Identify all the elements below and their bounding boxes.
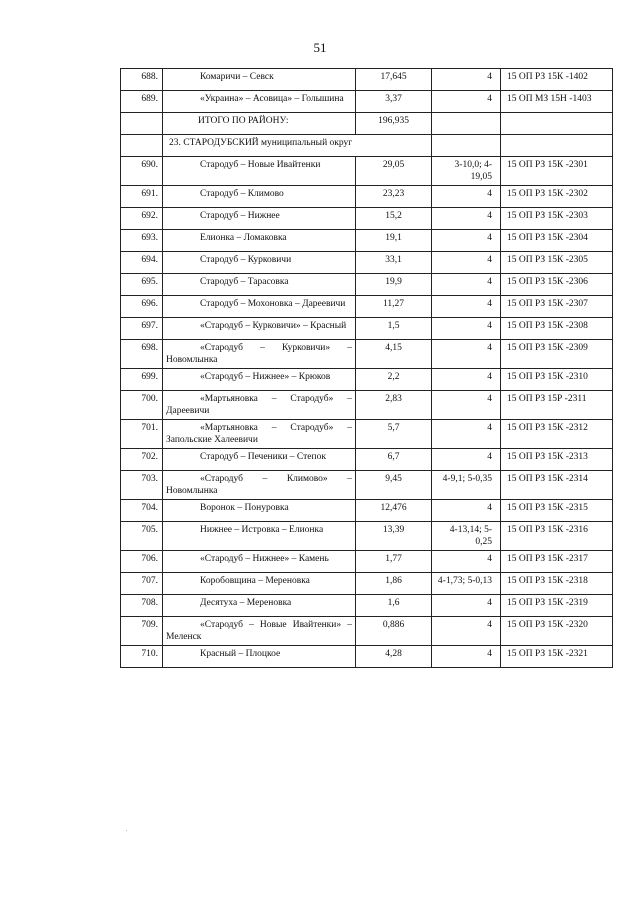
- cell-code: 15 ОП РЗ 15К -2305: [501, 252, 613, 274]
- cell-code: 15 ОП РЗ 15К -2304: [501, 230, 613, 252]
- cell-category: 4: [432, 369, 501, 391]
- cell-code: 15 ОП РЗ 15К -2321: [501, 646, 613, 668]
- road-name-text: «Стародуб – Нижнее» – Камень: [200, 554, 329, 564]
- cell-number: 704.: [121, 500, 163, 522]
- cell-category: 4: [432, 646, 501, 668]
- cell-category: [432, 135, 501, 157]
- table-row: [121, 296, 613, 318]
- cell-code: 15 ОП РЗ 15К -2303: [501, 208, 613, 230]
- table-row: [121, 500, 613, 522]
- cell-category: 4: [432, 500, 501, 522]
- cell-number: 697.: [121, 318, 163, 340]
- table-row: [121, 340, 613, 369]
- cell-number: 710.: [121, 646, 163, 668]
- cell-category: 4: [432, 230, 501, 252]
- cell-code: 15 ОП РЗ 15К -2320: [501, 617, 613, 646]
- table-row: [121, 471, 613, 500]
- cell-length: 23,23: [356, 186, 432, 208]
- road-name-text: Нижнее – Истровка – Елионка: [200, 525, 324, 535]
- cell-category: 4: [432, 617, 501, 646]
- cell-road-name: [163, 318, 356, 340]
- table-row: [121, 157, 613, 186]
- cell-road-name: [163, 573, 356, 595]
- cell-road-name: [163, 500, 356, 522]
- table-row: [121, 449, 613, 471]
- cell-code: 15 ОП РЗ 15К -2310: [501, 369, 613, 391]
- road-name-text: Стародуб – Новые Ивайтенки: [200, 160, 321, 170]
- cell-number: 695.: [121, 274, 163, 296]
- table-row: [121, 391, 613, 420]
- cell-length: 29,05: [356, 157, 432, 186]
- cell-code: 15 ОП МЗ 15Н -1403: [501, 91, 613, 113]
- cell-length: 0,886: [356, 617, 432, 646]
- table-row: [121, 208, 613, 230]
- road-name-text: Красный – Плоцкое: [200, 649, 281, 659]
- cell-road-name: [163, 551, 356, 573]
- cell-length: 3,37: [356, 91, 432, 113]
- cell-category: 4-9,1; 5-0,35: [432, 471, 501, 500]
- table-row: [121, 369, 613, 391]
- table-row: [121, 91, 613, 113]
- table-row: [121, 617, 613, 646]
- cell-number: 688.: [121, 69, 163, 91]
- cell-road-name: [163, 296, 356, 318]
- cell-road-name: [163, 369, 356, 391]
- cell-length: 1,6: [356, 595, 432, 617]
- cell-length: 2,83: [356, 391, 432, 420]
- cell-category: 4: [432, 296, 501, 318]
- cell-category: 4: [432, 340, 501, 369]
- road-name-text: «Стародуб – Климово» – Новомлынка: [166, 474, 352, 496]
- table-row: [121, 551, 613, 573]
- cell-road-name: [163, 471, 356, 500]
- cell-road-name: [163, 252, 356, 274]
- cell-code: 15 ОП РЗ 15К -2306: [501, 274, 613, 296]
- cell-road-name: [163, 186, 356, 208]
- cell-code: 15 ОП РЗ 15К -2309: [501, 340, 613, 369]
- cell-number: 699.: [121, 369, 163, 391]
- table-row: [121, 135, 613, 157]
- cell-road-name: [163, 91, 356, 113]
- table-row: [121, 69, 613, 91]
- road-name-text: Коробовщина – Мереновка: [200, 576, 310, 586]
- cell-length: 1,5: [356, 318, 432, 340]
- cell-length: 9,45: [356, 471, 432, 500]
- cell-road-name: [163, 449, 356, 471]
- cell-number: 694.: [121, 252, 163, 274]
- table-row: [121, 113, 613, 135]
- cell-number: 691.: [121, 186, 163, 208]
- cell-road-name: [163, 230, 356, 252]
- cell-category: 4: [432, 186, 501, 208]
- cell-category: 4: [432, 252, 501, 274]
- road-name-text: «Стародуб – Курковичи» – Новомлынка: [166, 343, 352, 365]
- cell-number: 689.: [121, 91, 163, 113]
- cell-number: 705.: [121, 522, 163, 551]
- cell-code: 15 ОП РЗ 15К -2312: [501, 420, 613, 449]
- cell-code: 15 ОП РЗ 15К -2313: [501, 449, 613, 471]
- cell-code: 15 ОП РЗ 15К -2318: [501, 573, 613, 595]
- cell-category: 4: [432, 551, 501, 573]
- cell-number: 696.: [121, 296, 163, 318]
- table-row: [121, 522, 613, 551]
- cell-road-name: [163, 391, 356, 420]
- road-name-text: Стародуб – Климово: [200, 189, 284, 199]
- cell-length: 19,9: [356, 274, 432, 296]
- cell-number: 701.: [121, 420, 163, 449]
- road-name-text: Стародуб – Нижнее: [200, 211, 280, 221]
- cell-length: 6,7: [356, 449, 432, 471]
- cell-number: [121, 113, 163, 135]
- road-name-text: Стародуб – Курковичи: [200, 255, 292, 265]
- table-row: [121, 318, 613, 340]
- road-name-text: Стародуб – Тарасовка: [200, 277, 289, 287]
- section-title: [163, 135, 432, 157]
- cell-road-name: [163, 208, 356, 230]
- cell-road-name: [163, 595, 356, 617]
- cell-code: 15 ОП РЗ 15К -2315: [501, 500, 613, 522]
- cell-length: 19,1: [356, 230, 432, 252]
- cell-category: 4: [432, 595, 501, 617]
- road-name-text: Воронок – Понуровка: [200, 503, 289, 513]
- cell-category: 4: [432, 91, 501, 113]
- cell-road-name: [163, 617, 356, 646]
- cell-length: 4,15: [356, 340, 432, 369]
- cell-length: 5,7: [356, 420, 432, 449]
- cell-category: 4-1,73; 5-0,13: [432, 573, 501, 595]
- cell-category: 4: [432, 318, 501, 340]
- cell-length: 4,28: [356, 646, 432, 668]
- cell-road-name: [163, 157, 356, 186]
- cell-category: 4: [432, 420, 501, 449]
- cell-number: 709.: [121, 617, 163, 646]
- cell-number: 706.: [121, 551, 163, 573]
- road-name-text: «Стародуб – Новые Ивайтенки» – Меленск: [166, 620, 352, 642]
- cell-number: 693.: [121, 230, 163, 252]
- table-row: [121, 420, 613, 449]
- cell-length: 196,935: [356, 113, 432, 135]
- cell-category: 4-13,14; 5-0,25: [432, 522, 501, 551]
- cell-code: 15 ОП РЗ 15Р -2311: [501, 391, 613, 420]
- road-name-text: Стародуб – Печеники – Степок: [200, 452, 326, 462]
- scan-speck: [126, 830, 127, 831]
- table-row: [121, 252, 613, 274]
- cell-number: 692.: [121, 208, 163, 230]
- road-name-text: Комаричи – Севск: [200, 72, 274, 82]
- roads-table: [120, 68, 613, 668]
- cell-road-name: [163, 646, 356, 668]
- cell-code: 15 ОП РЗ 15К -2301: [501, 157, 613, 186]
- cell-number: 700.: [121, 391, 163, 420]
- road-name-text: «Украина» – Асовица» – Голышина: [200, 94, 344, 104]
- table-row: [121, 230, 613, 252]
- cell-number: 702.: [121, 449, 163, 471]
- cell-category: 4: [432, 449, 501, 471]
- cell-length: 2,2: [356, 369, 432, 391]
- cell-length: 13,39: [356, 522, 432, 551]
- road-name-text: ИТОГО ПО РАЙОНУ:: [198, 116, 289, 126]
- table-row: [121, 274, 613, 296]
- road-name-text: Елионка – Ломаковка: [200, 233, 287, 243]
- road-name-text: «Стародуб – Нижнее» – Крюков: [200, 372, 331, 382]
- cell-length: 15,2: [356, 208, 432, 230]
- table-row: [121, 573, 613, 595]
- cell-code: 15 ОП РЗ 15К -2319: [501, 595, 613, 617]
- cell-code: 15 ОП РЗ 15К -2314: [501, 471, 613, 500]
- cell-code: 15 ОП РЗ 15К -2307: [501, 296, 613, 318]
- roads-table-body: [121, 69, 613, 668]
- cell-road-name: [163, 113, 356, 135]
- page-number: 51: [313, 40, 327, 55]
- cell-category: 3-10,0; 4-19,05: [432, 157, 501, 186]
- cell-length: 33,1: [356, 252, 432, 274]
- road-name-text: Десятуха – Мереновка: [200, 598, 292, 608]
- cell-length: 12,476: [356, 500, 432, 522]
- section-title-text: 23. СТАРОДУБСКИЙ муниципальный округ: [169, 138, 353, 148]
- table-row: [121, 646, 613, 668]
- cell-road-name: [163, 274, 356, 296]
- cell-length: 1,86: [356, 573, 432, 595]
- cell-code: 15 ОП РЗ 15К -2308: [501, 318, 613, 340]
- table-row: [121, 186, 613, 208]
- cell-category: 4: [432, 69, 501, 91]
- cell-number: [121, 135, 163, 157]
- cell-road-name: [163, 522, 356, 551]
- cell-road-name: [163, 69, 356, 91]
- cell-number: 703.: [121, 471, 163, 500]
- cell-code: 15 ОП РЗ 15К -2302: [501, 186, 613, 208]
- cell-road-name: [163, 340, 356, 369]
- cell-number: 708.: [121, 595, 163, 617]
- cell-length: 11,27: [356, 296, 432, 318]
- cell-category: [432, 113, 501, 135]
- road-name-text: «Стародуб – Курковичи» – Красный: [200, 321, 347, 331]
- cell-number: 698.: [121, 340, 163, 369]
- cell-length: 17,645: [356, 69, 432, 91]
- road-name-text: Стародуб – Мохоновка – Дареевичи: [200, 299, 346, 309]
- cell-code: [501, 113, 613, 135]
- cell-code: [501, 135, 613, 157]
- cell-length: 1,77: [356, 551, 432, 573]
- cell-category: 4: [432, 274, 501, 296]
- cell-number: 690.: [121, 157, 163, 186]
- road-name-text: «Мартьяновка – Стародуб» – Запольские Халеевичи: [166, 423, 352, 445]
- cell-number: 707.: [121, 573, 163, 595]
- cell-code: 15 ОП РЗ 15К -1402: [501, 69, 613, 91]
- cell-code: 15 ОП РЗ 15К -2317: [501, 551, 613, 573]
- table-row: [121, 595, 613, 617]
- cell-category: 4: [432, 391, 501, 420]
- road-name-text: «Мартьяновка – Стародуб» – Дареевичи: [166, 394, 352, 416]
- cell-code: 15 ОП РЗ 15К -2316: [501, 522, 613, 551]
- cell-road-name: [163, 420, 356, 449]
- cell-category: 4: [432, 208, 501, 230]
